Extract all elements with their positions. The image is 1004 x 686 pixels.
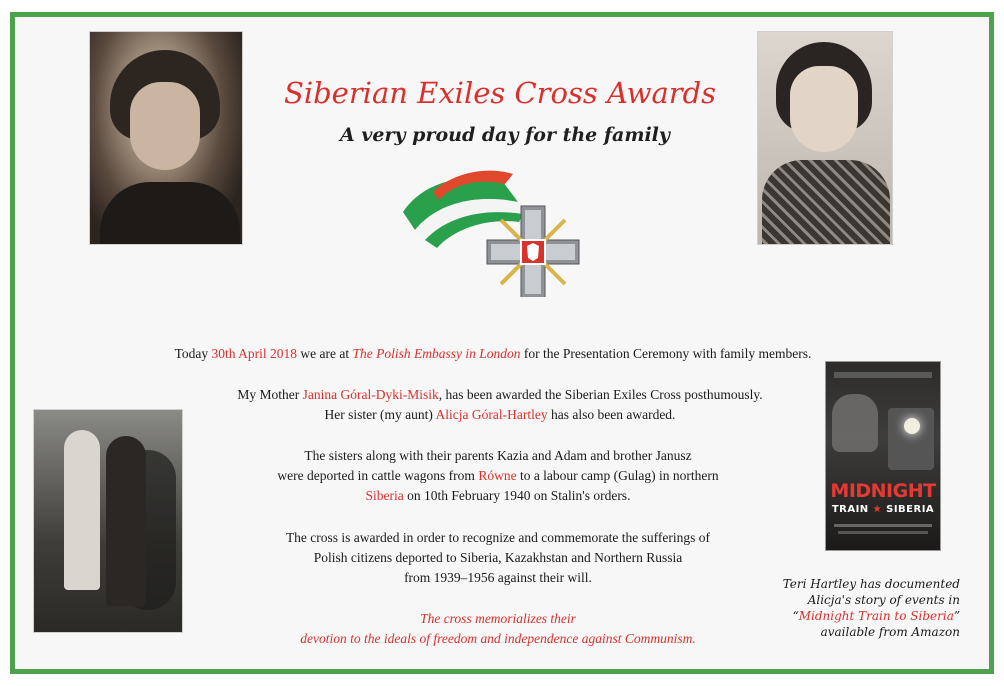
highlight-place-siberia: Siberia	[365, 488, 404, 503]
portrait-photo-janina	[90, 32, 242, 244]
book-title-line2	[826, 504, 940, 515]
siberian-exiles-cross-medal-image	[393, 152, 603, 297]
text: SIBERIA	[886, 504, 935, 515]
book-caption	[748, 576, 960, 640]
text: The sisters along with their parents Kazia and Adam and brother Janusz	[304, 448, 692, 463]
portrait-photo-alicja	[758, 32, 892, 244]
text: were deported in cattle wagons from	[277, 468, 479, 483]
text: , has been awarded the Siberian Exiles Cross posthumously.	[438, 387, 763, 402]
text: Today	[174, 346, 212, 361]
text: The cross memorializes their	[420, 611, 576, 626]
highlight-date: 30th April 2018	[211, 346, 297, 361]
page-title: Siberian Exiles Cross Awards	[283, 76, 717, 110]
book-cover-midnight-train[interactable]	[826, 362, 940, 550]
text: TRAIN	[831, 504, 869, 515]
paragraph-memorial	[228, 609, 768, 649]
text: My Mother	[237, 387, 303, 402]
text: to a labour camp (Gulag) in northern	[516, 468, 719, 483]
paragraph-purpose	[208, 528, 788, 588]
text: we are at	[297, 346, 353, 361]
text: devotion to the ideals of freedom and independence against Communism.	[300, 631, 696, 646]
text: from 1939–1956 against their will.	[404, 570, 592, 585]
text: The cross is awarded in order to recognize and commemorate the sufferings of	[285, 530, 711, 545]
paragraph-awardees	[160, 385, 840, 425]
highlight-place-rowne: Równe	[478, 468, 517, 483]
highlight-embassy: The Polish Embassy in London	[352, 346, 521, 361]
text: available from Amazon	[820, 625, 960, 639]
paragraph-deportation	[208, 446, 788, 506]
text: for the Presentation Ceremony with family members.	[520, 346, 812, 361]
text: ”	[953, 609, 960, 623]
text: “	[792, 609, 799, 623]
star-icon: ★	[872, 504, 883, 515]
text: on 10th February 1940 on Stalin's orders.	[403, 488, 631, 503]
page-subtitle: A very proud day for the family	[340, 124, 670, 146]
highlight-name-janina: Janina Góral-Dyki-Misik	[302, 387, 439, 402]
highlight-name-alicja: Alicja Góral-Hartley	[435, 407, 548, 422]
sisters-photo	[34, 410, 182, 632]
book-title-link[interactable]: Midnight Train to Siberia	[798, 609, 954, 623]
text: Alicja's story of events in	[807, 593, 960, 607]
text: Polish citizens deported to Siberia, Kazakhstan and Northern Russia	[313, 550, 683, 565]
book-title-line1: MIDNIGHT	[830, 480, 936, 502]
text: Her sister (my aunt)	[324, 407, 436, 422]
text: has also been awarded.	[547, 407, 676, 422]
paragraph-ceremony	[98, 344, 888, 364]
text: Teri Hartley has documented	[782, 577, 960, 591]
